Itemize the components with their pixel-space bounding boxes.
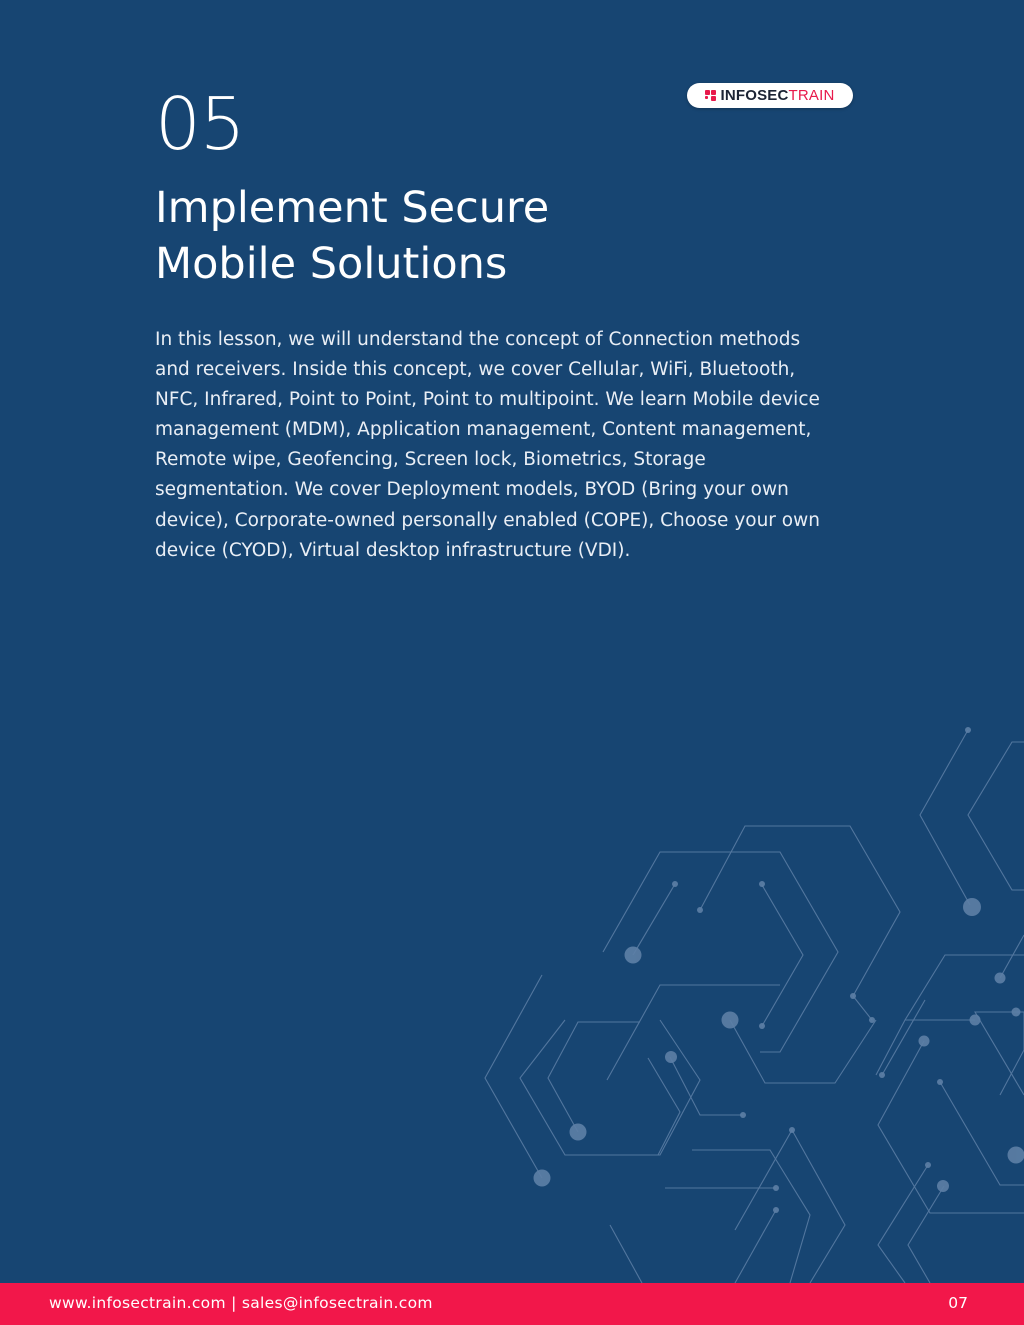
- footer-bar: [0, 1283, 1024, 1325]
- page-title: [155, 180, 715, 292]
- lesson-description: In this lesson, we will understand the concept of Connection methods and receivers. Inside this concept, we cover Cellular, WiFi, Bluetooth, NFC, Infrared, Point to Point, Point to multipoint. We learn Mobile device management (MDM), Application management, Content management, Remote wipe, Geofencing, Screen lock, Biometrics, Storage segmentation. We cover Deployment models, BYOD (Bring your own device), Corporate-owned personally enabled (COPE), Choose your own device (CYOD), Virtual desktop infrastructure (VDI).: [155, 329, 820, 561]
- title-line-2: Mobile Solutions: [155, 239, 508, 289]
- infosectrain-logo: [687, 83, 853, 108]
- title-line-1: Implement Secure: [155, 183, 550, 233]
- logo-text-infosec: INFOSEC: [720, 87, 789, 104]
- footer-website-link[interactable]: www.infosectrain.com: [49, 1294, 226, 1312]
- infosectrain-logo-icon: [705, 90, 716, 101]
- logo-text-train: TRAIN: [788, 87, 835, 104]
- footer-email-link[interactable]: sales@infosectrain.com: [241, 1294, 433, 1312]
- section-number: 05: [155, 82, 245, 166]
- logo-wordmark: [720, 88, 834, 103]
- footer-separator: |: [231, 1294, 237, 1312]
- page-number: 07: [948, 1294, 968, 1312]
- footer-contact: [49, 1294, 433, 1312]
